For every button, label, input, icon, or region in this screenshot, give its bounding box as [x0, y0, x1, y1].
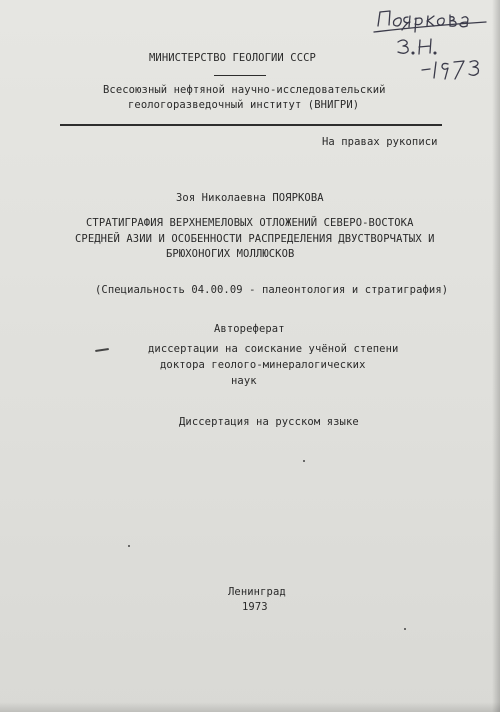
page-bottom-shadow	[0, 702, 500, 712]
thesis-title-line-1: СТРАТИГРАФИЯ ВЕРХНЕМЕЛОВЫХ ОТЛОЖЕНИЙ СЕВЕРО-ВОСТОКА	[86, 217, 414, 229]
header-divider	[60, 124, 442, 126]
language-note: Диссертация на русском языке	[179, 416, 359, 428]
page-edge-shadow	[492, 0, 500, 712]
ministry-underline	[214, 75, 266, 76]
city: Ленинград	[228, 586, 286, 598]
manuscript-rights-note: На правах рукописи	[322, 136, 438, 148]
degree-line-2: доктора геолого-минералогических	[160, 359, 366, 371]
scan-speck	[303, 460, 305, 462]
handwritten-annotation	[372, 6, 494, 86]
specialty-line: (Специальность 04.00.09 - палеонтология и стратиграфия)	[95, 284, 449, 296]
degree-line-3: наук	[231, 375, 257, 387]
institute-name-line-2: геологоразведочный институт (ВНИГРИ)	[128, 99, 360, 111]
scan-speck	[128, 545, 130, 547]
ink-mark	[95, 348, 109, 351]
ministry-heading: МИНИСТЕРСТВО ГЕОЛОГИИ СССР	[149, 52, 316, 64]
institute-name-line-1: Всесоюзный нефтяной научно-исследовательский	[103, 84, 386, 96]
thesis-title-line-3: БРЮХОНОГИХ МОЛЛЮСКОВ	[166, 248, 295, 260]
thesis-title-line-2: СРЕДНЕЙ АЗИИ И ОСОБЕННОСТИ РАСПРЕДЕЛЕНИЯ ДВУСТВОРЧАТЫХ И	[75, 233, 435, 245]
author-name: Зоя Николаевна ПОЯРКОВА	[176, 192, 324, 204]
abstract-label: Автореферат	[214, 323, 285, 335]
scan-speck	[404, 628, 406, 630]
year: 1973	[242, 601, 268, 613]
degree-line-1: диссертации на соискание учёной степени	[148, 343, 399, 355]
